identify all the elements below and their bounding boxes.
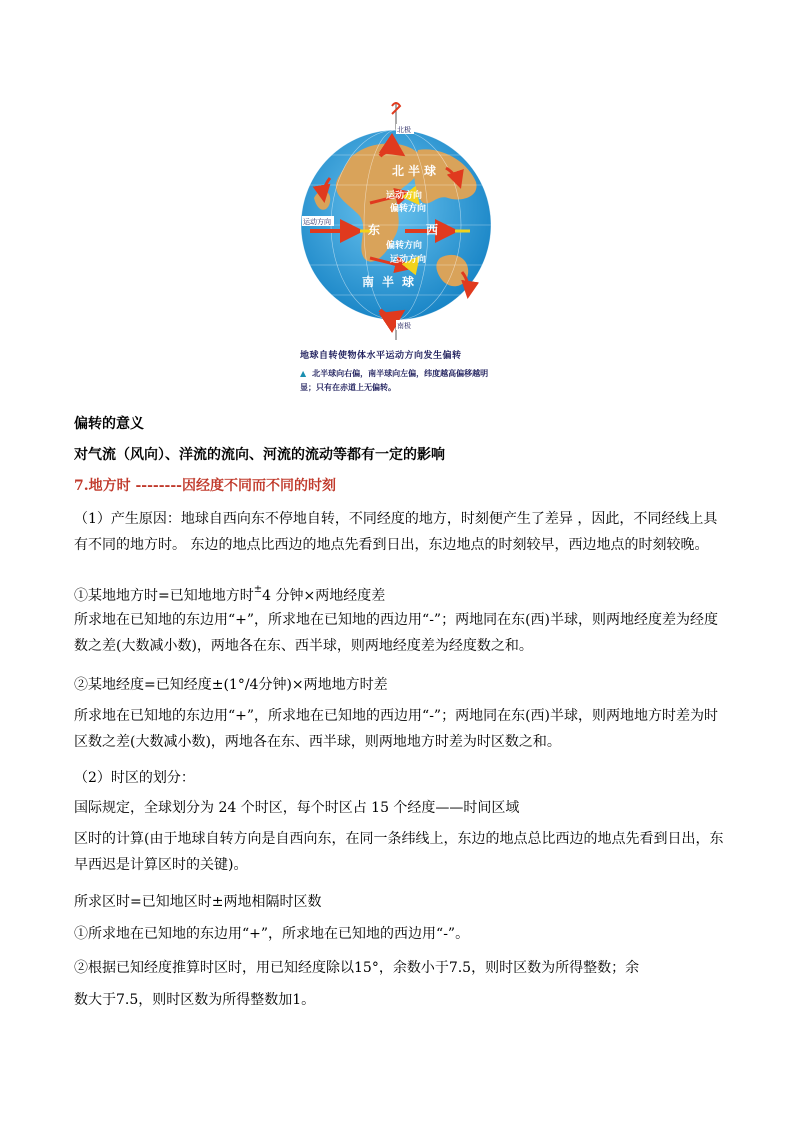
deflect-dir-label-north: 偏转方向 xyxy=(390,204,427,214)
south-hemi-char-2: 半 xyxy=(382,275,395,289)
motion-dir-label-south: 运动方向 xyxy=(390,255,427,265)
south-pole-label: 南极 xyxy=(397,322,411,330)
formula1-part-a: ①某地地方时=已知地地方时 xyxy=(74,588,254,604)
west-label: 西 xyxy=(426,223,439,237)
paragraph-time-zone-def: 国际规定，全球划分为 24 个时区，每个时区占 15 个经度——时间区域 xyxy=(74,800,520,816)
paragraph-cause: （1）产生原因：地球自西向东不停地自转，不同经度的地方，时刻便产生了差异 ，因此，不同经线上具有不同的地方时。 东边的地点比西边的地点先看到日出，东边地点的时刻较早，西边地点的时刻较晚。 xyxy=(74,511,718,553)
rule-zone-from-longitude: ②根据已知经度推算时区时，用已知经度除以15°，余数小于7.5，则时区数为所得整数；余 xyxy=(74,960,640,976)
heading-deflection-meaning: 偏转的意义 xyxy=(74,416,144,432)
north-hemi-char-3: 球 xyxy=(424,164,437,178)
south-hemi-char-1: 南 xyxy=(362,275,375,289)
formula-zone-time: 所求区时=已知地区时±两地相隔时区数 xyxy=(74,894,322,910)
north-hemi-char-1: 北 xyxy=(392,164,405,178)
rule-east-west: ①所求地在已知地的东边用“+”，所求地在已知地的西边用“-”。 xyxy=(74,926,470,942)
south-hemi-char-3: 球 xyxy=(402,275,415,289)
figure-caption-note xyxy=(300,366,496,394)
north-hemi-char-2: 半 xyxy=(408,164,421,178)
caption-note-text: 北半球向右偏，南半球向左偏，纬度越高偏移越明显；只有在赤道上无偏转。 xyxy=(300,368,489,392)
paragraph-local-time-rule: 所求地在已知地的东边用“+”，所求地在已知地的西边用“-”；两地同在东(西)半球，则两地经度差为经度数之差(大数减小数)，两地各在东、西半球，则两地经度差为经度数之和。 xyxy=(74,612,719,654)
deflection-figure xyxy=(290,98,498,403)
rule-zone-from-longitude-cont: 数大于7.5，则时区数为所得整数加1。 xyxy=(74,992,316,1008)
paragraph-zone-time-calc: 区时的计算(由于地球自转方向是自西向东，在同一条纬线上，东边的地点总比西边的地点先看到日出，东早西迟是计算区时的关键)。 xyxy=(74,831,724,873)
heading-local-time: 7.地方时 --------因经度不同而不同的时刻 xyxy=(74,478,336,494)
formula-local-time xyxy=(74,580,385,606)
motion-dir-label-left: 运动方向 xyxy=(303,218,331,226)
deflect-dir-label-south: 偏转方向 xyxy=(386,241,423,251)
north-pole-label: 北极 xyxy=(397,126,411,134)
heading-time-zones: （2）时区的划分： xyxy=(74,770,195,786)
east-label: 东 xyxy=(368,223,381,237)
motion-dir-label-north: 运动方向 xyxy=(386,191,423,201)
paragraph-longitude-rule: 所求地在已知地的东边用“+”，所求地在已知地的西边用“-”；两地同在东(西)半球，则两地地方时差为时区数之差(大数减小数)，两地各在东、西半球，则两地地方时差为时区数之和。 xyxy=(74,708,719,750)
formula1-part-b: 4 分钟×两地经度差 xyxy=(262,588,386,604)
meaning-text: 对气流（风向）、洋流的流向、河流的流动等都有一定的影响 xyxy=(74,447,445,463)
globe-illustration xyxy=(290,98,498,348)
formula-longitude: ②某地经度=已知经度±(1°/4分钟)×两地地方时差 xyxy=(74,677,388,693)
figure-caption-title: 地球自转使物体水平运动方向发生偏转 xyxy=(300,351,462,361)
triangle-icon: ▲ xyxy=(300,368,307,378)
plus-minus-sign: ± xyxy=(253,584,263,595)
